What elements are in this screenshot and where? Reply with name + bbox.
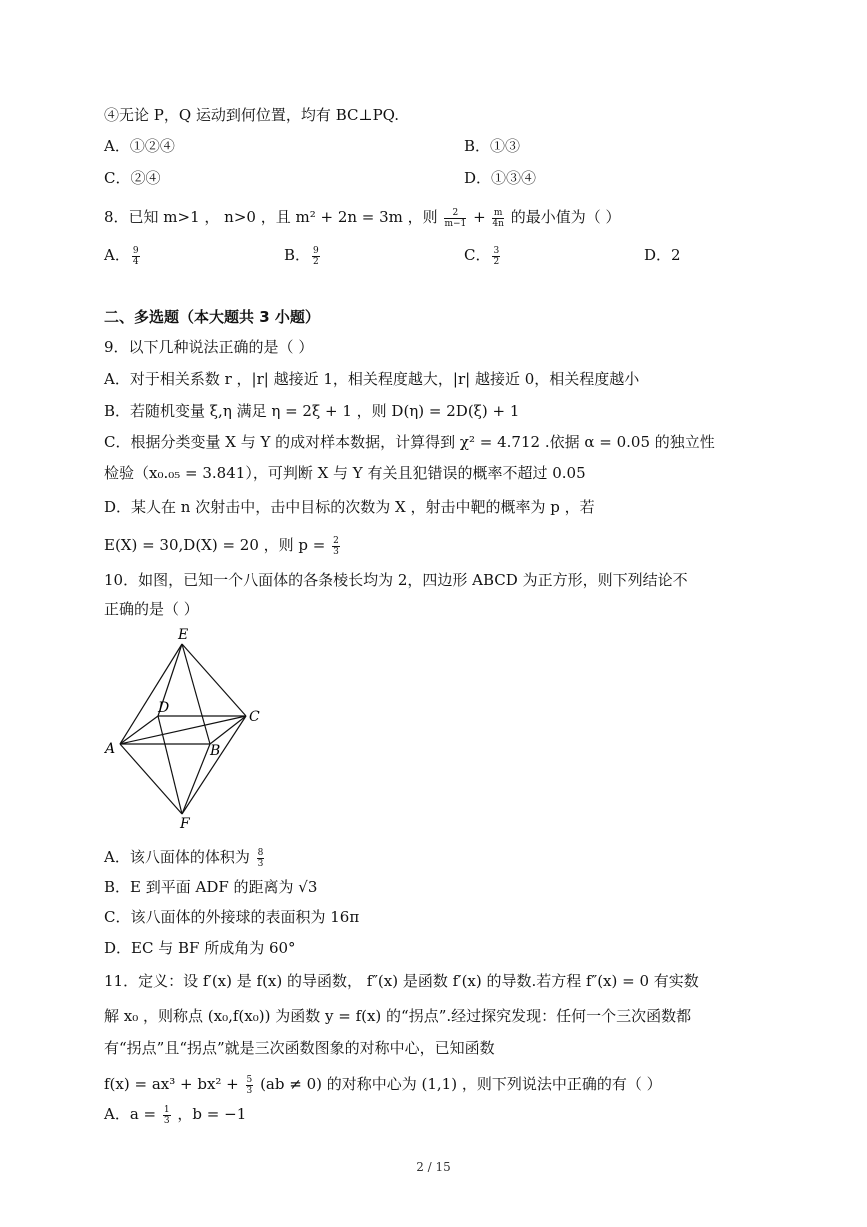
q9-option-d-line1: D．某人在 n 次射击中，击中目标的次数为 X ，射击中靶的概率为 p ，若 <box>104 498 595 516</box>
q8-option-d: D．2 <box>644 246 681 264</box>
q11-line3: 有“拐点”且“拐点”就是三次函数图象的对称中心，已知函数 <box>104 1039 495 1057</box>
q7-option-c: C．②④ <box>104 169 161 187</box>
vertex-label-f: F <box>180 816 190 832</box>
q9-option-b: B．若随机变量 ξ,η 满足 η = 2ξ + 1 ，则 D(η) = 2D(ξ) + 1 <box>104 402 520 420</box>
q10-option-c: C．该八面体的外接球的表面积为 16π <box>104 908 360 926</box>
octahedron-figure <box>100 624 270 834</box>
q10-stem-line1: 10．如图，已知一个八面体的各条棱长均为 2，四边形 ABCD 为正方形，则下列结论不 <box>104 571 688 589</box>
q8-option-c: C． $\frac{3}{2}$ <box>464 245 500 267</box>
q9-option-d-line2: E(X) = 30,D(X) = 20 ，则 p = $\frac{2}{3}$ <box>104 535 339 557</box>
vertex-label-a: A <box>105 741 116 757</box>
vertex-label-b: B <box>210 743 221 759</box>
q9-option-c-line1: C．根据分类变量 X 与 Y 的成对样本数据，计算得到 χ² = 4.712 .依据 α = 0.05 的独立性 <box>104 433 715 451</box>
q8-option-a: A． $\frac{9}{4}$ <box>104 245 139 267</box>
edge-cf <box>182 716 246 814</box>
vertex-label-d: D <box>158 700 170 716</box>
q11-option-a: A．a = $\frac{1}{3}$ ，b = −1 <box>104 1104 247 1126</box>
q11-line4: f(x) = ax³ + bx² + $\frac{5}{3}$ (ab ≠ 0) 的对称中心为 (1,1) ，则下列说法中正确的有（ ） <box>104 1074 662 1096</box>
section-heading: 二、多选题（本大题共 3 小题） <box>104 308 320 326</box>
q7-option-d: D．①③④ <box>464 169 537 187</box>
edge-af <box>120 744 182 814</box>
q9-option-a: A．对于相关系数 r ，|r| 越接近 1，相关程度越大，|r| 越接近 0，相关程度越小 <box>104 370 640 388</box>
q8-option-b: B． $\frac{9}{2}$ <box>284 245 319 267</box>
q10-option-b: B．E 到平面 ADF 的距离为 √3 <box>104 878 318 896</box>
q7-option-b: B．①③ <box>464 137 521 155</box>
page-number: 2 / 15 <box>416 1160 451 1174</box>
q11-line2: 解 x₀ ，则称点 (x₀,f(x₀)) 为函数 y = f(x) 的“拐点”.经过探究发现：任何一个三次函数都 <box>104 1007 692 1025</box>
q10-option-d: D．EC 与 BF 所成角为 60° <box>104 939 296 957</box>
q9-stem: 9．以下几种说法正确的是（ ） <box>104 338 314 356</box>
q11-line1: 11．定义：设 f′(x) 是 f(x) 的导函数， f″(x) 是函数 f′(x) 的导数.若方程 f″(x) = 0 有实数 <box>104 972 699 990</box>
q10-option-a: A．该八面体的体积为 $\frac{8}{3}$ <box>104 847 264 869</box>
q7-statement-4: ④无论 P，Q 运动到何位置，均有 BC⊥PQ. <box>104 106 399 124</box>
vertex-label-e: E <box>178 627 189 643</box>
q7-option-a: A．①②④ <box>104 137 175 155</box>
q8-stem: 8．已知 m>1 ， n>0 ，且 m² + 2n = 3m ，则 $\frac{2}{m-1}$ + $\frac{m}{4n}$ 的最小值为（ ） <box>104 207 621 229</box>
q8-fraction-1: $\frac{2}{m-1}$ <box>444 207 467 229</box>
q8-stem-pre: 8．已知 m>1 ， n>0 ，且 m² + 2n = 3m ，则 <box>104 208 438 226</box>
edge-bf <box>182 744 210 814</box>
q9-option-c-line2: 检验（x₀.₀₅ = 3.841），可判断 X 与 Y 有关且犯错误的概率不超过 0.05 <box>104 464 586 482</box>
q8-stem-post: 的最小值为（ ） <box>510 208 621 226</box>
q8-fraction-2: $\frac{m}{4n}$ <box>492 207 504 229</box>
q10-stem-line2: 正确的是（ ） <box>104 600 199 618</box>
vertex-label-c: C <box>249 709 260 725</box>
edge-ea <box>120 644 182 744</box>
